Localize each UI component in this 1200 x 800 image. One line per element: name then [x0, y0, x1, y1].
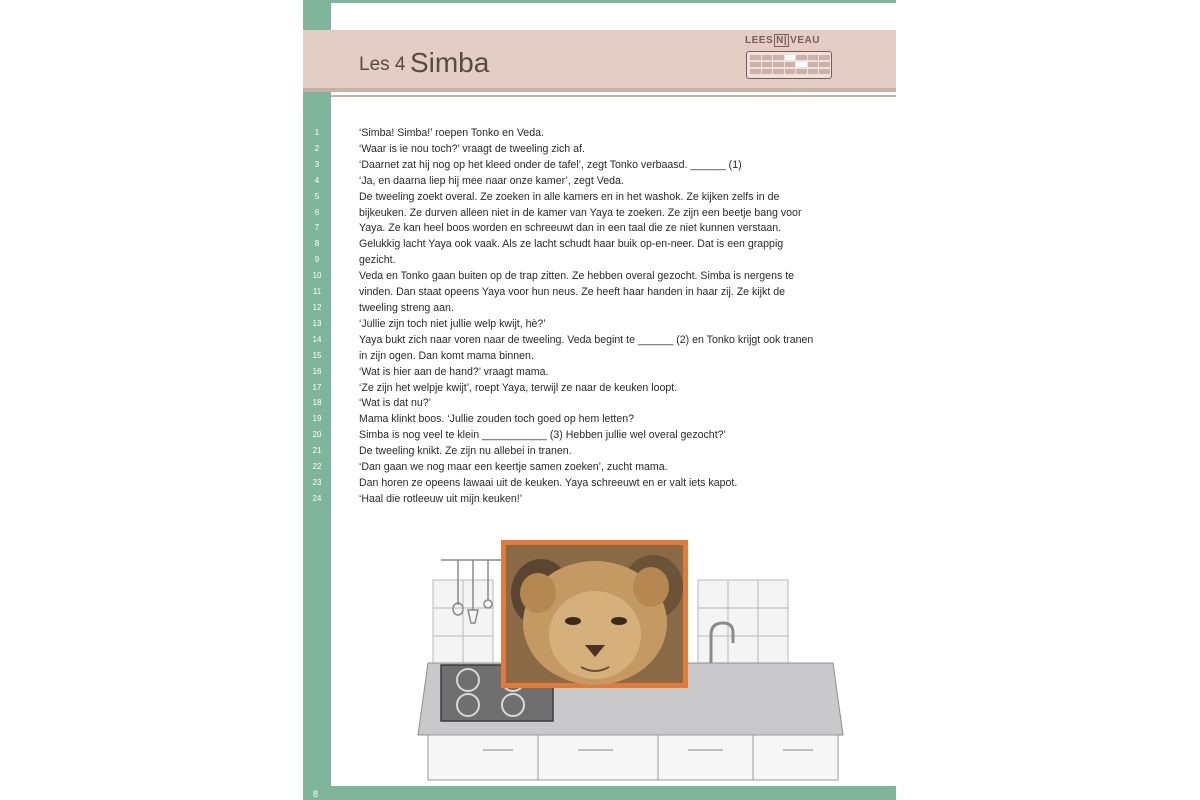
line-number: 4 [314, 175, 320, 185]
line-number: 1 [314, 128, 320, 137]
line-number: 17 [312, 382, 322, 392]
line-number: 20 [312, 430, 322, 440]
line-number: 6 [314, 207, 320, 217]
line-text: Veda en Tonko gaan buiten op de trap zitten. Ze hebben overal gezocht. Simba is nergens te [359, 270, 795, 283]
badge-scale-row [750, 55, 830, 60]
line-text: ‘Wat is dat nu?’ [359, 397, 432, 410]
line-number: 14 [312, 334, 322, 344]
text-line [303, 411, 896, 427]
text-line [303, 284, 896, 300]
line-number: 22 [312, 462, 322, 472]
page-number: 8 [313, 789, 319, 799]
text-line [303, 395, 896, 411]
line-number: 11 [312, 287, 322, 297]
line-number: 2 [314, 143, 320, 153]
line-text: Dan horen ze opeens lawaai uit de keuken. Yaya schreeuwt en er valt iets kapot. [359, 476, 738, 489]
lesson-title [359, 47, 489, 79]
text-line [303, 443, 896, 459]
line-number: 8 [314, 239, 320, 249]
text-line [303, 173, 896, 189]
text-line [303, 141, 896, 157]
book-page [303, 0, 896, 800]
line-text: Mama klinkt boos. ‘Jullie zouden toch goed op hem letten? [359, 413, 635, 426]
numbered-text [303, 125, 896, 507]
line-number: 23 [312, 477, 322, 487]
line-text: ‘Daarnet zat hij nog op het kleed onder de tafel’, zegt Tonko verbaasd. ______ (1) [359, 158, 742, 171]
bottom-border [331, 786, 896, 800]
line-text: ‘Simba! Simba!’ roepen Tonko en Veda. [359, 127, 544, 139]
kitchen-cabinets [428, 735, 838, 780]
line-text: tweeling streng aan. [359, 301, 454, 314]
line-text: ‘Dan gaan we nog maar een keertje samen zoeken’, zucht mama. [359, 461, 668, 474]
lion-cub-photo [501, 540, 688, 688]
text-line [303, 220, 896, 236]
text-line [303, 268, 896, 284]
text-line [303, 157, 896, 173]
text-line [303, 205, 896, 221]
kitchen-lion-illustration [413, 535, 863, 785]
badge-scale [746, 51, 832, 79]
lees-niveau-badge [743, 34, 838, 86]
line-number: 24 [312, 493, 322, 503]
line-text: ‘Ze zijn het welpje kwijt’, roept Yaya, terwijl ze naar de keuken loopt. [359, 381, 678, 394]
text-line [303, 491, 896, 507]
line-text: ‘Jullie zijn toch niet jullie welp kwijt, hè?’ [359, 317, 546, 330]
line-number: 15 [312, 350, 322, 360]
header-rule-thin [331, 95, 896, 97]
header-rule [303, 88, 896, 92]
text-line [303, 332, 896, 348]
badge-title: LEES N| VEAU [745, 35, 820, 46]
text-line [303, 189, 896, 205]
line-text: De tweeling knikt. Ze zijn nu allebei in tranen. [359, 445, 572, 458]
badge-scale-row [750, 69, 830, 74]
text-line [303, 300, 896, 316]
text-line [303, 364, 896, 380]
line-number: 21 [312, 446, 322, 456]
line-text: Gelukkig lacht Yaya ook vaak. Als ze lacht schudt haar buik op-en-neer. Dat is een grappig [359, 238, 784, 251]
text-line [303, 252, 896, 268]
badge-scale-row [750, 62, 830, 67]
line-number: 3 [314, 159, 320, 169]
lesson-name: Simba [409, 47, 490, 78]
line-number: 7 [314, 223, 320, 233]
line-text: in zijn ogen. Dan komt mama binnen. [359, 349, 534, 362]
line-text: bijkeuken. Ze durven alleen niet in de kamer van Yaya te zoeken. Ze zijn een beetje bang voor [359, 206, 802, 219]
text-line [303, 316, 896, 332]
top-border [331, 0, 896, 3]
line-text: ‘Wat is hier aan de hand?’ vraagt mama. [359, 365, 549, 378]
line-number: 5 [314, 191, 320, 201]
line-text: De tweeling zoekt overal. Ze zoeken in alle kamers en in het washok. Ze kijken zelfs in de [359, 190, 780, 203]
line-text: gezicht. [359, 254, 396, 267]
text-line [303, 459, 896, 475]
line-text: vinden. Dan staat opeens Yaya voor hun neus. Ze heeft haar handen in haar zij. Ze kijkt de [359, 286, 785, 299]
line-number: 12 [312, 302, 322, 312]
line-text: ‘Haal die rotleeuw uit mijn keuken!’ [359, 492, 523, 505]
line-number: 9 [314, 255, 320, 265]
text-line [303, 348, 896, 364]
line-number: 10 [312, 271, 322, 281]
line-text: Yaya. Ze kan heel boos worden en schreeuwt dan in een taal die ze niet kunnen verstaan. [359, 222, 782, 235]
line-text: ‘Ja, en daarna liep hij mee naar onze kamer’, zegt Veda. [359, 174, 624, 187]
text-line [303, 236, 896, 252]
line-text: ‘Waar is ie nou toch?’ vraagt de tweeling zich af. [359, 142, 585, 155]
text-line [303, 427, 896, 443]
line-number: 16 [312, 366, 322, 376]
line-number: 18 [312, 398, 322, 408]
line-number: 13 [312, 318, 322, 328]
text-line [303, 380, 896, 396]
text-line [303, 125, 896, 141]
line-text: Yaya bukt zich naar voren naar de tweeling. Veda begint te ______ (2) en Tonko krijgt ook tranen [359, 333, 814, 346]
text-line [303, 475, 896, 491]
lesson-number: Les 4 [359, 54, 406, 75]
line-text: Simba is nog veel te klein ___________ (3) Hebben jullie wel overal gezocht?’ [359, 429, 726, 442]
line-number: 19 [312, 414, 322, 424]
